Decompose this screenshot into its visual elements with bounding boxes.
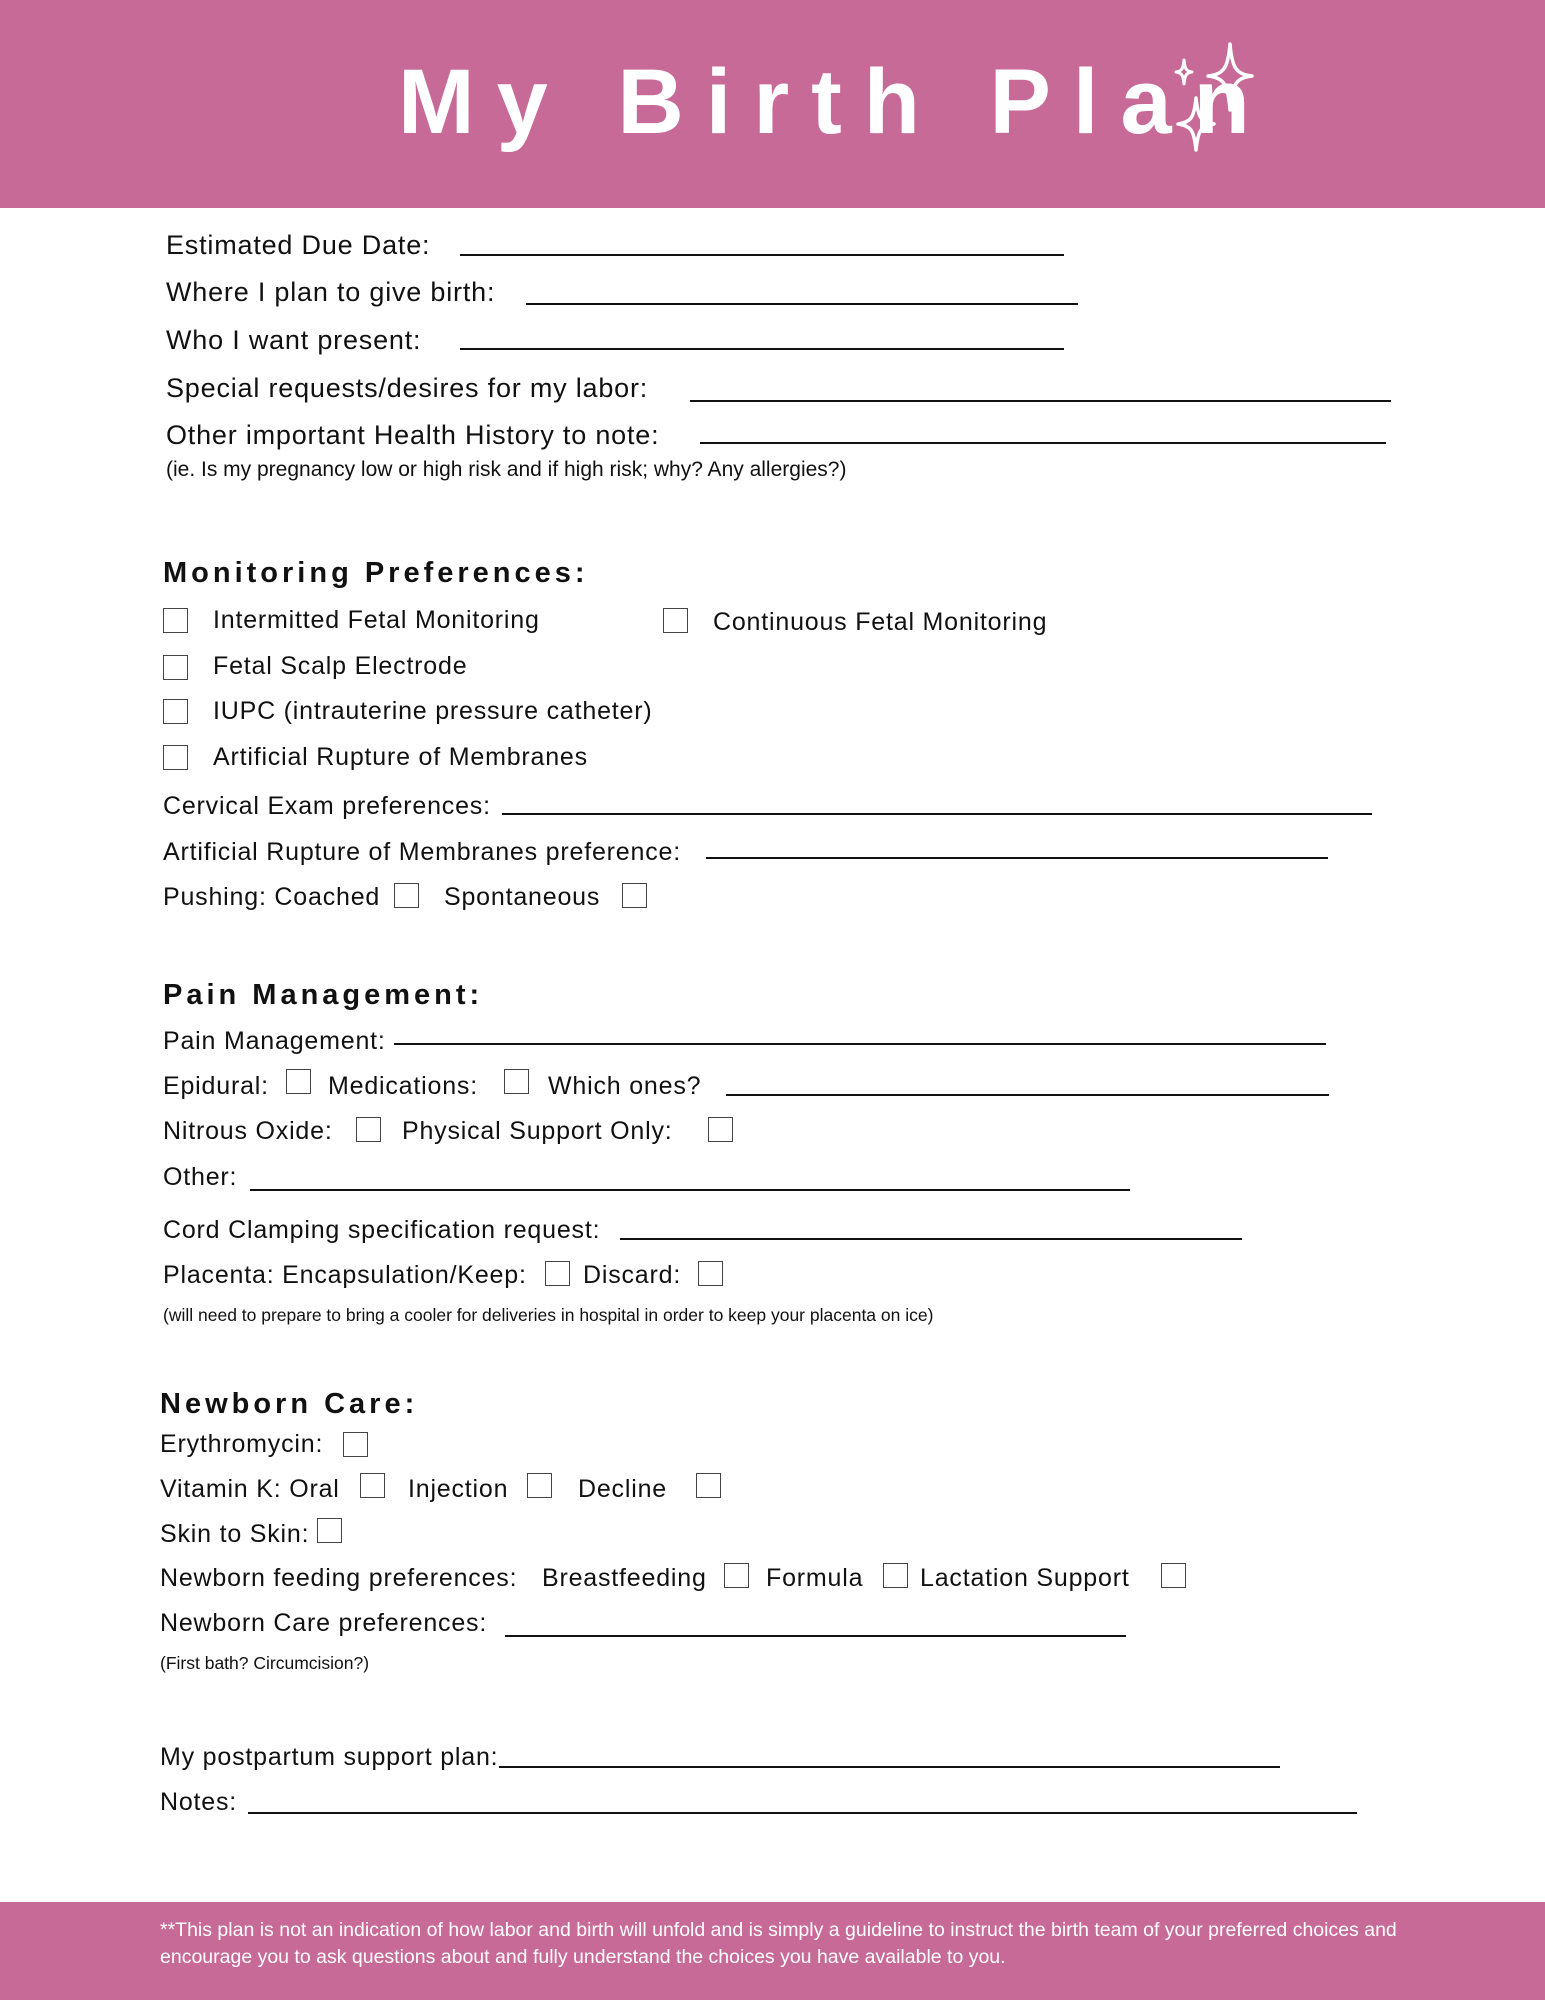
other-field[interactable] [250, 1189, 1130, 1191]
medications-label: Medications: [328, 1072, 478, 1100]
lactation-label: Lactation Support [920, 1564, 1130, 1592]
intermittent-label: Intermitted Fetal Monitoring [213, 606, 540, 634]
epidural-label: Epidural: [163, 1072, 269, 1100]
health-history-label: Other important Health History to note: [166, 420, 660, 450]
skin-to-skin-label: Skin to Skin: [160, 1520, 310, 1548]
pain-heading: Pain Management: [163, 979, 484, 1011]
breastfeeding-label: Breastfeeding [542, 1564, 707, 1592]
iupc-checkbox[interactable] [163, 699, 188, 724]
newborn-care-field[interactable] [505, 1635, 1126, 1637]
injection-label: Injection [408, 1475, 509, 1503]
formula-label: Formula [766, 1564, 864, 1592]
cord-clamping-field[interactable] [620, 1238, 1242, 1240]
footer-disclaimer: **This plan is not an indication of how labor and birth will unfold and is simply a guideline to instruct the birth team of your preferred choices and encourage you to ask questions about and fully understand the choices you have available to you. [160, 1919, 1397, 1968]
spontaneous-label: Spontaneous [444, 883, 601, 911]
formula-checkbox[interactable] [883, 1563, 908, 1588]
arom-checkbox[interactable] [163, 745, 188, 770]
health-history-hint: (ie. Is my pregnancy low or high risk and if high risk; why? Any allergies?) [166, 458, 847, 481]
pain-field-label: Pain Management: [163, 1027, 386, 1055]
notes-label: Notes: [160, 1788, 238, 1816]
placenta-discard-checkbox[interactable] [698, 1261, 723, 1286]
due-date-field[interactable] [460, 254, 1064, 256]
erythromycin-checkbox[interactable] [343, 1432, 368, 1457]
nitrous-label: Nitrous Oxide: [163, 1117, 333, 1145]
vitamin-k-injection-checkbox[interactable] [527, 1473, 552, 1498]
present-field[interactable] [460, 348, 1064, 350]
nitrous-checkbox[interactable] [356, 1117, 381, 1142]
pushing-spontaneous-checkbox[interactable] [622, 883, 647, 908]
arom-pref-field[interactable] [706, 857, 1328, 859]
feeding-label: Newborn feeding preferences: [160, 1564, 518, 1592]
postpartum-label: My postpartum support plan: [160, 1743, 499, 1771]
cervical-field[interactable] [502, 813, 1372, 815]
placenta-label: Placenta: Encapsulation/Keep: [163, 1261, 527, 1289]
present-label: Who I want present: [166, 325, 422, 355]
vitamin-k-label: Vitamin K: Oral [160, 1475, 340, 1503]
medications-checkbox[interactable] [504, 1069, 529, 1094]
newborn-care-hint: (First bath? Circumcision?) [160, 1653, 370, 1673]
which-ones-label: Which ones? [548, 1072, 702, 1100]
discard-label: Discard: [583, 1261, 682, 1289]
special-requests-field[interactable] [690, 400, 1391, 402]
vitamin-k-oral-checkbox[interactable] [360, 1473, 385, 1498]
pushing-coached-checkbox[interactable] [394, 883, 419, 908]
other-label: Other: [163, 1163, 238, 1191]
erythromycin-label: Erythromycin: [160, 1430, 324, 1458]
continuous-label: Continuous Fetal Monitoring [713, 608, 1048, 636]
due-date-label: Estimated Due Date: [166, 230, 431, 260]
scalp-electrode-checkbox[interactable] [163, 655, 188, 680]
skin-to-skin-checkbox[interactable] [317, 1518, 342, 1543]
vitamin-k-decline-checkbox[interactable] [696, 1473, 721, 1498]
lactation-checkbox[interactable] [1161, 1563, 1186, 1588]
notes-field[interactable] [248, 1812, 1357, 1814]
page-title: My Birth Plan [398, 51, 1272, 153]
cervical-label: Cervical Exam preferences: [163, 792, 491, 820]
iupc-label: IUPC (intrauterine pressure catheter) [213, 697, 653, 725]
breastfeeding-checkbox[interactable] [724, 1563, 749, 1588]
arom-label: Artificial Rupture of Membranes [213, 743, 588, 771]
pain-field[interactable] [394, 1043, 1326, 1045]
birth-place-label: Where I plan to give birth: [166, 277, 496, 307]
monitoring-heading: Monitoring Preferences: [163, 557, 589, 589]
physical-support-checkbox[interactable] [708, 1117, 733, 1142]
decline-label: Decline [578, 1475, 667, 1503]
scalp-electrode-label: Fetal Scalp Electrode [213, 652, 468, 680]
cord-clamping-label: Cord Clamping specification request: [163, 1216, 601, 1244]
continuous-checkbox[interactable] [663, 608, 688, 633]
sparkles-icon [1170, 38, 1254, 156]
health-history-field[interactable] [700, 442, 1386, 444]
placenta-note: (will need to prepare to bring a cooler for deliveries in hospital in order to keep your placenta on ice) [163, 1305, 934, 1325]
birth-place-field[interactable] [526, 303, 1078, 305]
epidural-checkbox[interactable] [286, 1069, 311, 1094]
arom-pref-label: Artificial Rupture of Membranes preference: [163, 838, 681, 866]
intermittent-checkbox[interactable] [163, 608, 188, 633]
physical-support-label: Physical Support Only: [402, 1117, 673, 1145]
special-requests-label: Special requests/desires for my labor: [166, 373, 649, 403]
placenta-keep-checkbox[interactable] [545, 1261, 570, 1286]
which-ones-field[interactable] [726, 1094, 1329, 1096]
postpartum-field[interactable] [499, 1766, 1280, 1768]
pushing-label: Pushing: Coached [163, 883, 381, 911]
newborn-care-label: Newborn Care preferences: [160, 1609, 488, 1637]
newborn-heading: Newborn Care: [160, 1388, 419, 1420]
